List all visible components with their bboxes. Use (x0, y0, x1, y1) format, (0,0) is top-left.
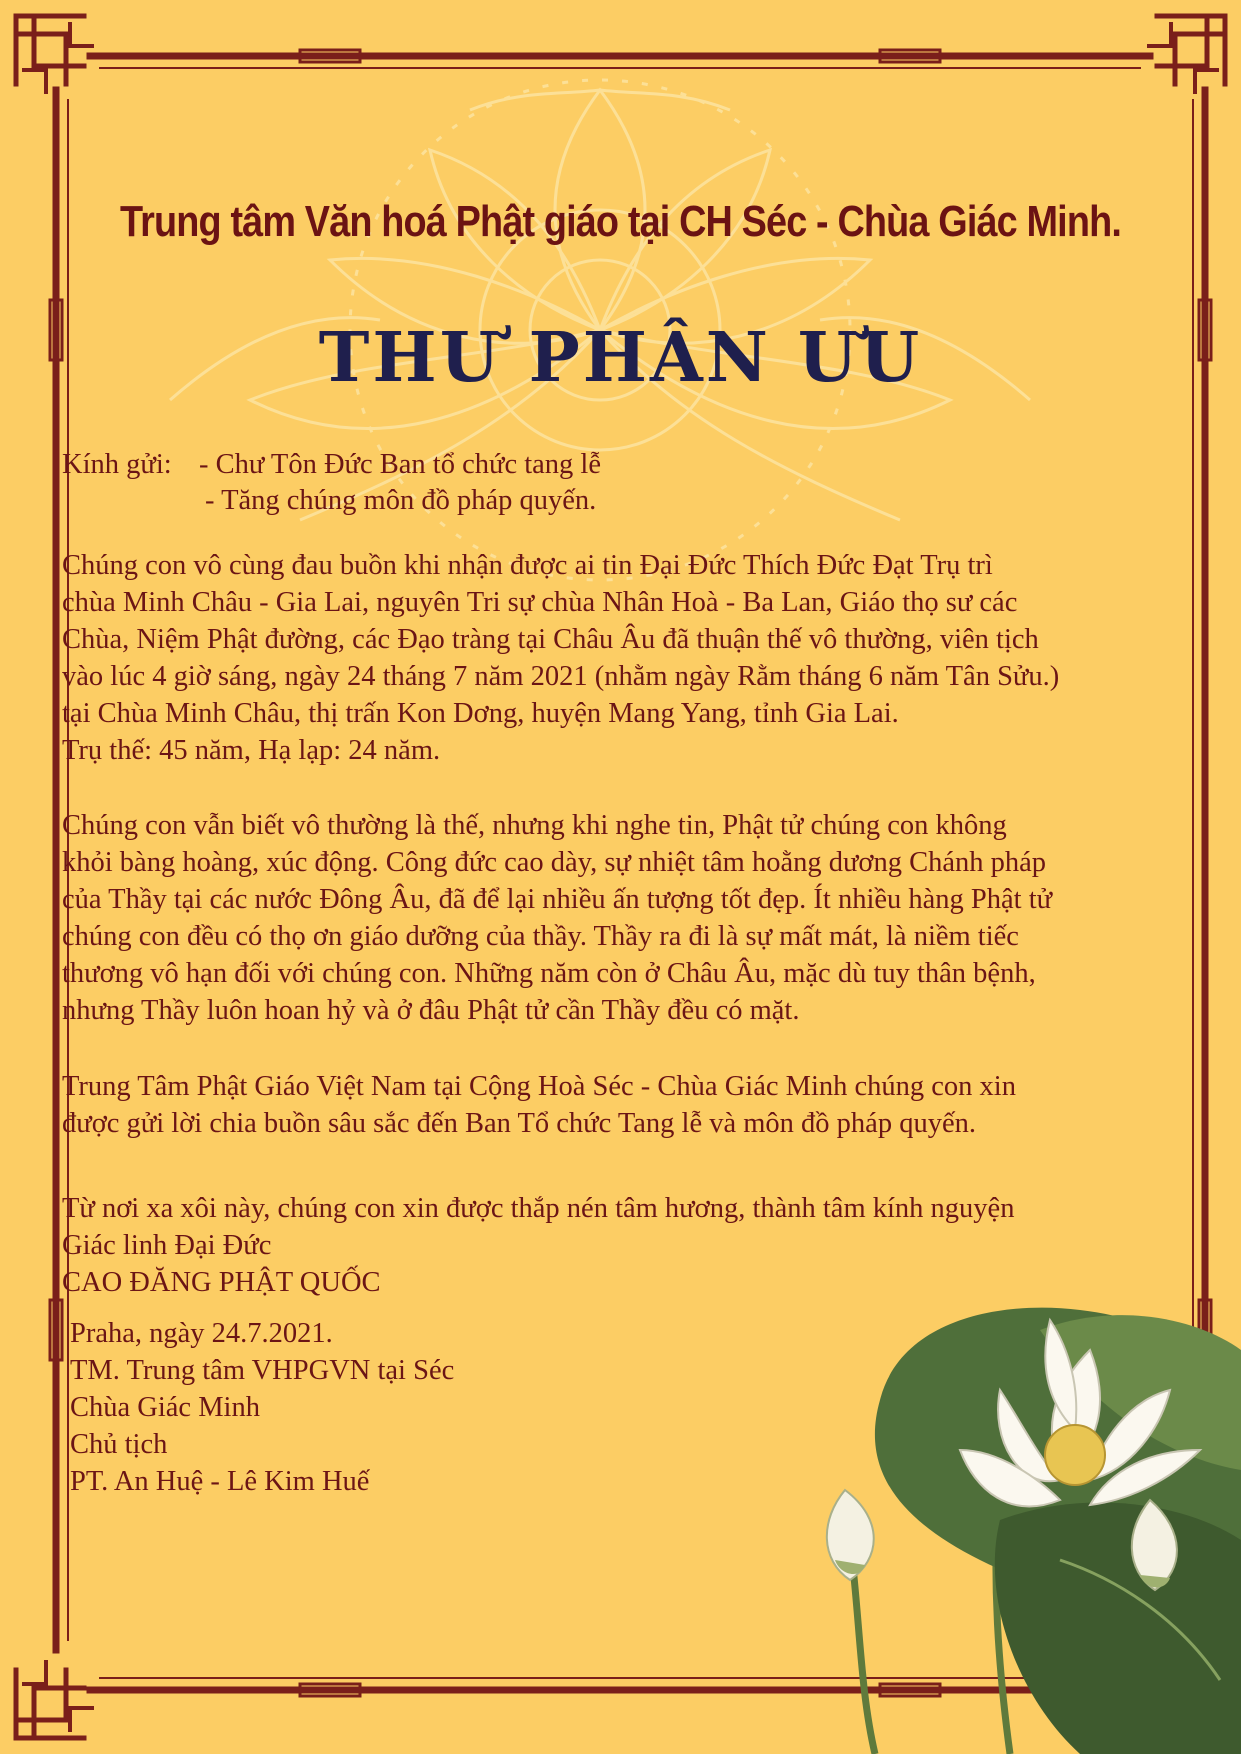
text-line: được gửi lời chia buồn sâu sắc đến Ban Tổ chức Tang lễ và môn đồ pháp quyến. (62, 1108, 976, 1139)
signature-name: PT. An Huệ - Lê Kim Huế (70, 1466, 370, 1497)
paragraph-tribute (62, 807, 1052, 1029)
text-line: chúng con đều có thọ ơn giáo dưỡng của thầy. Thầy ra đi là sự mất mát, là niềm tiếc (62, 921, 1019, 952)
text-line: Chùa, Niệm Phật đường, các Đạo tràng tại Châu Âu đã thuận thế vô thường, viên tịch (62, 624, 1039, 655)
text-line: Giác linh Đại Đức (62, 1230, 272, 1261)
signature-line: TM. Trung tâm VHPGVN tại Séc (70, 1355, 455, 1386)
address-line: - Tăng chúng môn đồ pháp quyến. (205, 485, 597, 516)
text-line: thương vô hạn đối với chúng con. Những năm còn ở Châu Âu, mặc dù tuy thân bệnh, (62, 958, 1036, 989)
text-line: Chúng con vô cùng đau buồn khi nhận được ai tin Đại Đức Thích Đức Đạt Trụ trì (62, 550, 993, 581)
address-label: Kính gửi: (62, 449, 172, 480)
text-line: của Thầy tại các nước Đông Âu, đã để lại nhiều ấn tượng tốt đẹp. Ít nhiều hàng Phật tử (62, 884, 1053, 915)
text-line: khỏi bàng hoàng, xúc động. Công đức cao dày, sự nhiệt tâm hoằng dương Chánh pháp (62, 847, 1047, 878)
organization-heading: Trung tâm Văn hoá Phật giáo tại CH Séc - Chùa Giác Minh. (119, 197, 1121, 246)
text-line: Trung Tâm Phật Giáo Việt Nam tại Cộng Hoà Séc - Chùa Giác Minh chúng con xin (62, 1071, 1016, 1102)
text-line: CAO ĐĂNG PHẬT QUỐC (62, 1267, 381, 1298)
text-line: Chúng con vẫn biết vô thường là thế, nhưng khi nghe tin, Phật tử chúng con không (62, 810, 1007, 841)
text-line: vào lúc 4 giờ sáng, ngày 24 tháng 7 năm 2021 (nhằm ngày Rằm tháng 6 năm Tân Sửu.) (62, 661, 1060, 692)
signature-line: Chủ tịch (70, 1429, 168, 1460)
text-line: nhưng Thầy luôn hoan hỷ và ở đâu Phật tử cần Thầy đều có mặt. (62, 995, 800, 1026)
paragraph-prayer (62, 1190, 1014, 1301)
paragraph-announcement (62, 547, 1059, 769)
text-line: chùa Minh Châu - Gia Lai, nguyên Tri sự chùa Nhân Hoà - Ba Lan, Giáo thọ sư các (62, 587, 1018, 618)
paragraph-condolence (62, 1068, 1016, 1142)
signature-date: Praha, ngày 24.7.2021. (70, 1318, 333, 1349)
text-line: tại Chùa Minh Châu, thị trấn Kon Dơng, huyện Mang Yang, tỉnh Gia Lai. (62, 698, 899, 729)
text-line: Từ nơi xa xôi này, chúng con xin được thắp nén tâm hương, thành tâm kính nguyện (62, 1193, 1015, 1224)
address-line: - Chư Tôn Đức Ban tổ chức tang lễ (199, 449, 601, 480)
text-line: Trụ thế: 45 năm, Hạ lạp: 24 năm. (62, 735, 441, 766)
letter-title: THƯ PHÂN ƯU (318, 318, 923, 398)
signature-block (70, 1315, 454, 1500)
signature-line: Chùa Giác Minh (70, 1392, 260, 1423)
